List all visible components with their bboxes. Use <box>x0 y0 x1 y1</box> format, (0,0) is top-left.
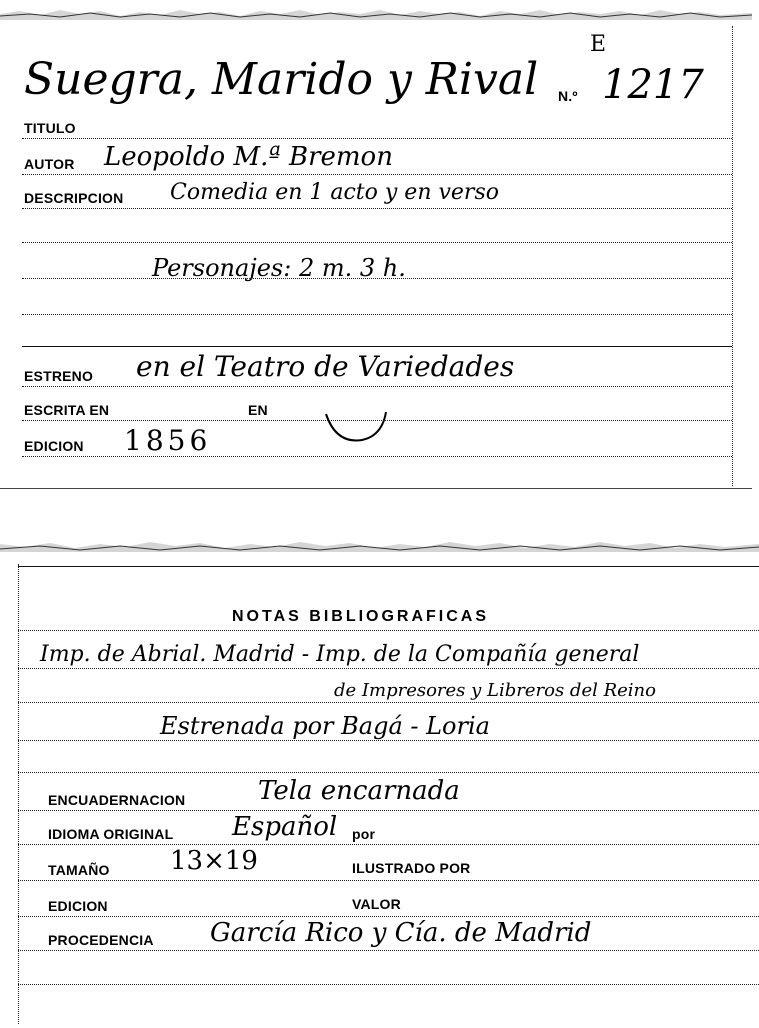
rule-note-1 <box>18 668 759 669</box>
edicion-value: 1856 <box>124 424 212 457</box>
field-idioma: IDIOMA ORIGINAL <box>48 826 174 842</box>
card-bottom-edge <box>0 488 752 489</box>
catalog-card-1 <box>0 8 752 488</box>
field-ilustrado: ILUSTRADO POR <box>352 860 471 876</box>
idioma-value: Español <box>232 812 338 842</box>
card-right-border <box>732 26 733 486</box>
estreno-value: en el Teatro de Variedades <box>136 350 515 383</box>
number-label: N.º <box>558 88 578 104</box>
card-number: 1217 <box>602 62 704 108</box>
rule-blank-3 <box>22 314 732 315</box>
field-autor: AUTOR <box>24 156 75 172</box>
personajes-value: Personajes: 2 m. 3 h. <box>152 254 406 282</box>
rule-edicion-2 <box>18 916 759 917</box>
torn-edge-top-2 <box>0 540 759 552</box>
note-line-3: Estrenada por Bagá - Loria <box>160 712 490 740</box>
rule-estreno <box>22 386 732 387</box>
rule-heading <box>18 630 759 631</box>
field-tamano: TAMAÑO <box>48 862 110 878</box>
field-edicion: EDICION <box>24 438 84 454</box>
rule-titulo <box>22 138 732 139</box>
autor-value: Leopoldo M.ª Bremon <box>104 142 393 172</box>
field-edicion-2: EDICION <box>48 898 108 914</box>
title-handwritten: Suegra, Marido y Rival <box>24 54 539 105</box>
rule-descripcion <box>22 208 732 209</box>
rule-note-4 <box>18 772 759 773</box>
rule-encuadernacion <box>18 810 759 811</box>
rule-autor <box>22 174 732 175</box>
handwritten-arc-mark <box>322 406 392 446</box>
card2-top-rule <box>18 566 759 567</box>
catalog-card-2 <box>0 540 759 1028</box>
rule-tamano <box>18 880 759 881</box>
field-estreno: ESTRENO <box>24 368 94 384</box>
note-line-2: de Impresores y Libreros del Reino <box>334 680 656 701</box>
procedencia-value: García Rico y Cía. de Madrid <box>210 918 592 948</box>
rule-note-2 <box>18 702 759 703</box>
card2-left-border <box>18 564 19 1024</box>
descripcion-value: Comedia en 1 acto y en verso <box>170 180 499 205</box>
note-line-1: Imp. de Abrial. Madrid - Imp. de la Compañía general <box>40 642 640 667</box>
field-procedencia: PROCEDENCIA <box>48 932 154 948</box>
rule-blank-1 <box>22 242 732 243</box>
rule-procedencia <box>18 950 759 951</box>
rule-edicion <box>22 456 732 457</box>
tamano-value: 13×19 <box>170 846 258 876</box>
edition-letter: E <box>590 32 607 57</box>
field-valor: VALOR <box>352 896 401 912</box>
notas-heading: NOTAS BIBLIOGRAFICAS <box>232 608 490 625</box>
field-encuadernacion: ENCUADERNACION <box>48 792 186 808</box>
field-en: EN <box>248 402 268 418</box>
rule-idioma <box>18 844 759 845</box>
field-por: por <box>352 826 376 842</box>
rule-blank-5 <box>18 984 759 985</box>
field-descripcion: DESCRIPCION <box>24 190 124 206</box>
rule-blank-2 <box>22 278 732 279</box>
rule-escrita <box>22 420 732 421</box>
field-escrita-en: ESCRITA EN <box>24 402 110 418</box>
torn-edge-top <box>0 8 752 20</box>
rule-blank-4 <box>22 346 732 347</box>
rule-note-3 <box>18 740 759 741</box>
field-titulo: TITULO <box>24 120 76 136</box>
encuadernacion-value: Tela encarnada <box>258 776 460 806</box>
